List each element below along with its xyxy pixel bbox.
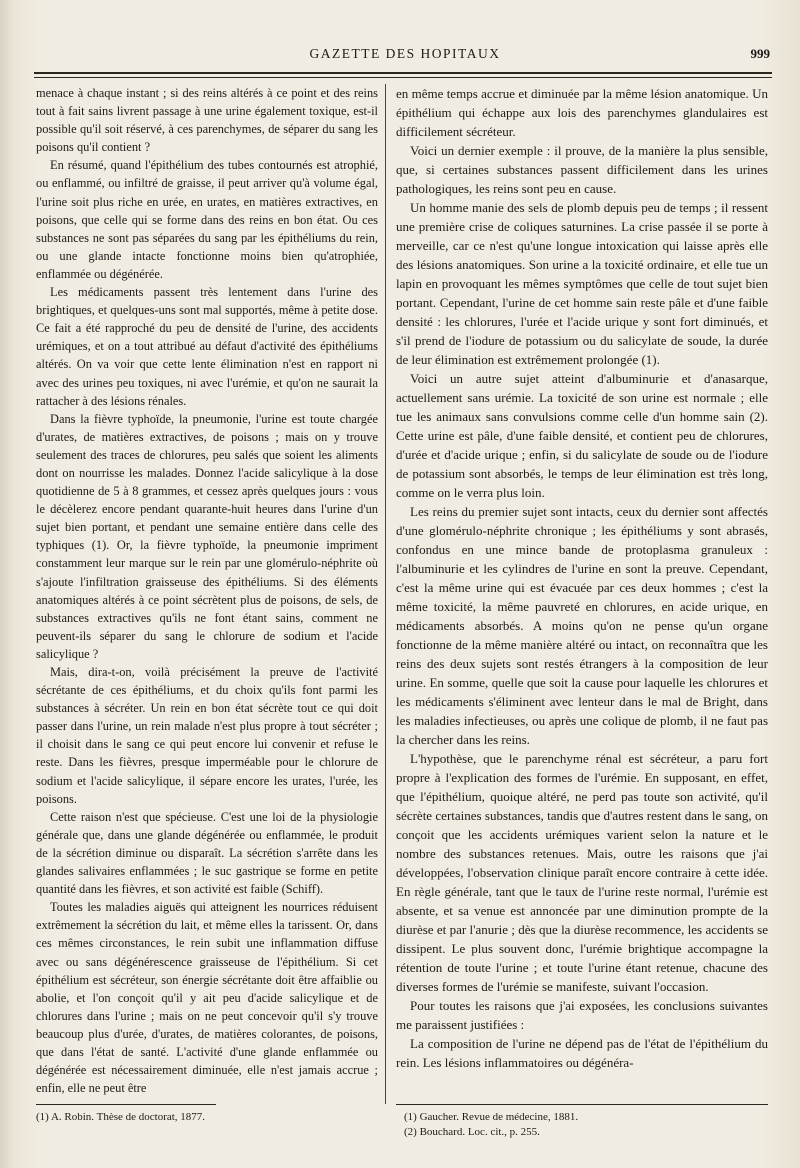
paragraph: Pour toutes les raisons que j'ai exposées, les conclusions suivantes me paraissent justifiées :: [396, 998, 768, 1032]
paragraph: en même temps accrue et diminuée par la même lésion anatomique. Un épithélium qui échappe aux lois des parenchymes glandulaires est difficilement sécréteur.: [396, 86, 768, 139]
page-number: 999: [750, 46, 770, 61]
paragraph: Toutes les maladies aiguës qui atteignent les nourrices réduisent extrêmement la sécrétion du lait, et même elles la tarissent. Or, dans ces mêmes circonstances, le rein subit une inflammation diffuse avec ou sans dégénérescence graisseuse de l'épithélium. Si cet épithélium est sécréteur, son énergie sécrétante doit être affaiblie ou abolie, et l'on conçoit qu'il y ait peu d'acide salicylique et de chlorures dans l'urine ; mais on ne peut concevoir qu'il s'y trouve beaucoup plus d'urée, d'urates, de matières colorantes, de poisons, que dans l'état de santé. L'activité d'une glande enflammée ou dégénérée est nécessairement diminuée, elle n'est jamais accrue ; enfin, elle ne peut être: [36, 900, 378, 1096]
paragraph: Les médicaments passent très lentement dans l'urine des brightiques, et quelques-uns sont mal supportés, même à petite dose. Ce fait a été rapproché du peu de densité de l'urine, des accidents urémiques, et on a tout attribué au défaut d'activité des épithéliums altérés. On va voir que cette lente élimination n'est en rapport ni avec des urines peu toxiques, ni avec l'urémie, et qu'on ne saurait la rattacher à des lésions rénales.: [36, 285, 378, 408]
column-divider: [385, 84, 386, 1104]
paragraph: Dans la fièvre typhoïde, la pneumonie, l'urine est toute chargée d'urates, de matières extractives, de poisons ; mais on y trouve seulement des traces de chlorures, peu salés que soient les aliments dont on nourrisse les malades. Donnez l'acide salicylique à la dose quotidienne de 5 à 8 grammes, et cessez après quelques jours : vous le décèlerez encore pendant quarante-huit heures dans l'urine d'un sujet bien portant, et pendant une semaine entière dans celle des typhiques (1). Or, la fièvre typhoïde, la pneumonie impriment constamment leur marque sur le rein par une glomérulo-néphrite où s'ajoute l'infiltration graisseuse des épithéliums. Si des éléments anatomiques altérés à ce point sécrètent plus de poisons, de sels, de substances extractives qu'ils ne font étant sains, comment ne peuvent-ils séparer du sang le chlorure de sodium et l'acide salicylique ?: [36, 411, 378, 661]
header-rule: [34, 72, 772, 74]
paragraph: La composition de l'urine ne dépend pas de l'état de l'épithélium du rein. Les lésions inflammatoires ou dégénéra-: [396, 1036, 768, 1070]
footnote-rule-left: [36, 1104, 216, 1105]
footnote-left: (1) A. Robin. Thèse de doctorat, 1877.: [36, 1111, 206, 1123]
paragraph: L'hypothèse, que le parenchyme rénal est sécréteur, a paru fort propre à l'explication des formes de l'urémie. En supposant, en effet, que l'épithélium, quoique altéré, ne perd pas toute son activité, qu'il sécrète certaines substances, tandis que d'autres restent dans le sang, on conçoit que les accidents urémiques varient selon la nature et le nombre des substances retenues. Mais, outre les raisons que j'ai développées, l'observation clinique paraît encore contraire à cette idée. En règle générale, tant que le taux de l'urine reste normal, l'urémie est absente, et sa venue est annoncée par une diminution prompte de la diurèse et par l'anurie ; dès que la diurèse recommence, les accidents se dissipent. Le plus souvent donc, l'urémie brightique accompagne la rétention de toute l'urine ; et toute l'urine étant retenue, chacune des diverses formes de l'urémie se manifeste, suivant l'occasion.: [396, 751, 768, 994]
paragraph: menace à chaque instant ; si des reins altérés à ce point et des reins tout à fait sains livrent passage à une urine également toxique, est-il possible qu'il soit réservé, à ces parenchymes, de séparer du sang les poisons qu'il contient ?: [36, 86, 378, 155]
paragraph: Voici un dernier exemple : il prouve, de la manière la plus sensible, que, si certaines substances passent difficilement dans les urines pathologiques, les reins sont peu en cause.: [396, 143, 768, 196]
paragraph: Mais, dira-t-on, voilà précisément la preuve de l'activité sécrétante de ces épithéliums, et du choix qu'ils font parmi les substances à sécréter. Un rein en bon état sécrète tout ce qui doit passer dans l'urine, un rein malade n'est plus propre à tout sécréter ; il choisit dans le sang ce qui peut encore lui convenir et refuse le reste. Dans les fièvres, presque imperméable pour le chlorure de sodium et l'acide salicylique, il sépare encore les urates, l'urée, les poisons.: [36, 665, 378, 806]
paragraph: Cette raison n'est que spécieuse. C'est une loi de la physiologie générale que, dans une glande dégénérée ou enflammée, le produit de la sécrétion diminue ou disparaît. La sécrétion s'arrête dans les glandes salivaires enflammées ; le suc gastrique se forme en petite quantité dans les fièvres, et son activité est faible (Schiff).: [36, 809, 378, 897]
left-column: [36, 84, 378, 1097]
paragraph: Les reins du premier sujet sont intacts, ceux du dernier sont affectés d'une glomérulo-néphrite chronique ; les épithéliums y sont abrasés, confondus en une mince bande de protoplasma granuleux : l'albuminurie et les cylindres de l'urine en sont la preuve. Cependant, c'est la même urine qui est évacuée par ces deux hommes ; c'est la même toxicité, la même pauvreté en chlorures, en acide urique, en médicaments absorbés. A moins qu'on ne pense qu'un organe fonctionne de la même manière altéré ou intact, on reconnaîtra que les reins des deux sujets sont restés étrangers à la composition de leur urine. En somme, quelle que soit la cause pour laquelle les chlorures et les médicaments s'éliminent avec lenteur dans le mal de Bright, dans les maladies infectieuses, ou après une colique de plomb, il ne faut pas la chercher dans les reins.: [396, 504, 768, 747]
footnote-right-1: (1) Gaucher. Revue de médecine, 1881.: [404, 1111, 579, 1123]
paragraph: Un homme manie des sels de plomb depuis peu de temps ; il ressent une première crise de coliques saturnines. La crise passée il se porte à merveille, car ce n'est qu'une longue intoxication qui laisse après elle des lésions anatomiques. Son urine a la toxicité ordinaire, et elle tue un lapin en provoquant les mêmes symptômes que celle de tout sujet bien portant. Cependant, l'urine de cet homme sain reste pâle et d'une faible densité : les chlorures, l'urée et l'acide urique y sont fort diminués, et s'il prend de l'iodure de potassium ou du salicylate de soude, la durée de leur élimination est extrêmement prolongée (1).: [396, 200, 768, 367]
paragraph: Voici un autre sujet atteint d'albuminurie et d'anasarque, actuellement sans urémie. La toxicité de son urine est normale ; elle tue les animaux sans convulsions comme celle d'un homme sain (2). Cette urine est pâle, d'une faible densité, et contient peu de chlorures, d'urée et d'acide urique ; enfin, si du salicylate de soude ou de l'iodure de potassium sont absorbés, le temps de leur élimination est très long, comme on le verra plus loin.: [396, 371, 768, 500]
journal-title: GAZETTE DES HOPITAUX: [309, 46, 501, 61]
footnote-rule-right: [396, 1104, 768, 1105]
header-rule-thin: [34, 77, 772, 78]
paragraph: En résumé, quand l'épithélium des tubes contournés est atrophié, ou enflammé, ou infiltré de graisse, il peut arriver qu'à volume égal, l'urine soit plus riche en urée, en urates, en matières extractives, en poisons, que celle qui se forme dans des reins en bon état. Ou ces substances ne sont pas séparées du sang par les épithéliums du rein, ou une glande intacte fonctionne moins bien qu'atrophiée, enflammée ou dégénérée.: [36, 158, 378, 281]
right-column: [396, 84, 768, 1072]
page-header: [40, 46, 770, 66]
footnote-right-2: (2) Bouchard. Loc. cit., p. 255.: [404, 1126, 540, 1138]
